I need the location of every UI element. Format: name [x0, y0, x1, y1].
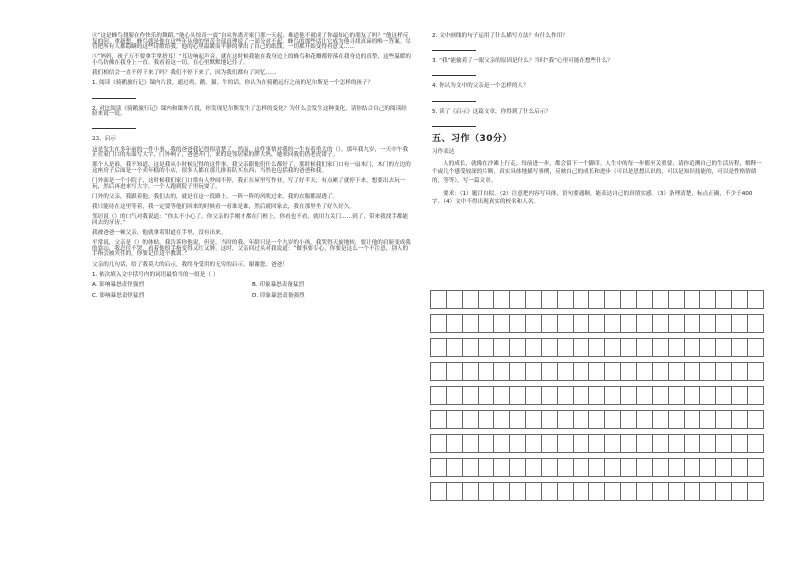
grid-cell[interactable]: [446, 363, 462, 381]
grid-cell[interactable]: [684, 411, 700, 429]
question-5: 5. 读了《启示》这篇文章，你得到了什么启示？: [432, 108, 551, 115]
grid-cell[interactable]: [557, 411, 573, 429]
grid-cell[interactable]: [557, 483, 573, 501]
grid-cell[interactable]: [747, 315, 763, 333]
grid-cell[interactable]: [636, 387, 652, 405]
grid-row: [431, 411, 764, 429]
left-column: [92, 34, 412, 299]
grid-cell[interactable]: [510, 483, 526, 501]
grid-cell[interactable]: [494, 363, 510, 381]
grid-cell[interactable]: [541, 339, 557, 357]
grid-cell[interactable]: [732, 363, 748, 381]
grid-cell[interactable]: [494, 459, 510, 477]
grid-cell[interactable]: [431, 411, 447, 429]
grid-cell[interactable]: [478, 339, 494, 357]
grid-cell[interactable]: [636, 435, 652, 453]
grid-cell[interactable]: [478, 363, 494, 381]
writing-requirements: 要求：（1）题目自拟。（2）注意把内容写具体，语句要通顺，能表达自己的真情实感。（3）条理清楚，标点正确，不少于400字。（4）文中不得出现真实的校名和人名。: [432, 190, 753, 206]
grid-row: [431, 363, 764, 381]
story-paragraph: 我只能待在这里等着，我一定要等他们回来的时候看一看谁是谁，然后就回家去，我在那里坐了好久好久。: [92, 204, 355, 211]
grid-cell[interactable]: [700, 363, 716, 381]
story-paragraph: 门外的父亲，我跟着他。我们去的，就是在这一段路上，一阵一阵的风吹过来，我的衣服都湿透了。: [92, 193, 339, 200]
story-paragraph: 门外面是一个小院子，这时候我们家门口常有人吵闹不停，我正在屋里写作业，写了好半天，有点累了就停下来，想要出去玩一玩，然后再进来写大字，一个人跑到院子里玩耍了。: [92, 178, 406, 190]
grid-cell[interactable]: [716, 483, 732, 501]
grid-row: [431, 291, 764, 309]
grid-cell[interactable]: [557, 459, 573, 477]
choice-question: 1. 依次填入文中括号内的词语最恰当的一组是（ ）: [92, 271, 219, 278]
grid-cell[interactable]: [510, 387, 526, 405]
grid-cell[interactable]: [700, 315, 716, 333]
grid-cell[interactable]: [747, 459, 763, 477]
grid-cell[interactable]: [732, 387, 748, 405]
grid-cell[interactable]: [589, 411, 605, 429]
grid-cell[interactable]: [621, 435, 637, 453]
grid-cell[interactable]: [668, 459, 684, 477]
grid-cell[interactable]: [541, 411, 557, 429]
grid-cell[interactable]: [494, 387, 510, 405]
grid-cell[interactable]: [605, 339, 621, 357]
story-paragraph: 这是发生在多年前的一件小事，我的爸爸我记得很清楚了，然而，这件事情对我的一生有着重大的（）。那年我九岁，一天中午我正在家门口的东面写大字，门外响了，爸爸开门，来的是邻居家的胖大妈，她来向我们借老虎钳子。: [92, 146, 409, 159]
grid-cell[interactable]: [700, 387, 716, 405]
grid-row: [431, 387, 764, 405]
grid-cell[interactable]: [446, 315, 462, 333]
grid-cell[interactable]: [446, 411, 462, 429]
grid-cell[interactable]: [605, 291, 621, 309]
grid-cell[interactable]: [684, 315, 700, 333]
grid-cell[interactable]: [478, 459, 494, 477]
grid-cell[interactable]: [636, 339, 652, 357]
grid-cell[interactable]: [478, 411, 494, 429]
grid-cell[interactable]: [478, 315, 494, 333]
writing-prompt: 人的成长，就像在沙滩上行走，每前进一步，都会留下一个脚印。人生中的每一步都至关重要，请你追溯自己的生活历程，解释一个或几个感受较深的片断，真实具体地描写事例，反映自己的成长和进步（可以是思想认识的，可以是知识技能的，可以是性格情绪的，等等），写一篇文章。: [432, 160, 762, 184]
grid-cell[interactable]: [431, 291, 447, 309]
grid-cell[interactable]: [446, 435, 462, 453]
grid-cell[interactable]: [589, 387, 605, 405]
grid-cell[interactable]: [621, 363, 637, 381]
grid-cell[interactable]: [684, 459, 700, 477]
grid-cell[interactable]: [605, 411, 621, 429]
grid-cell[interactable]: [446, 483, 462, 501]
grid-cell[interactable]: [700, 291, 716, 309]
grid-cell[interactable]: [541, 483, 557, 501]
grid-cell[interactable]: [462, 411, 478, 429]
grid-cell[interactable]: [510, 435, 526, 453]
grid-cell[interactable]: [494, 315, 510, 333]
grid-cell[interactable]: [732, 339, 748, 357]
grid-row: [431, 339, 764, 357]
grid-cell[interactable]: [732, 291, 748, 309]
grid-cell[interactable]: [526, 411, 542, 429]
choice-options: [92, 283, 412, 299]
grid-cell[interactable]: [716, 363, 732, 381]
grid-cell[interactable]: [541, 315, 557, 333]
grid-cell[interactable]: [573, 387, 589, 405]
grid-cell[interactable]: [557, 435, 573, 453]
grid-cell[interactable]: [747, 387, 763, 405]
grid-cell[interactable]: [652, 315, 668, 333]
grid-cell[interactable]: [526, 315, 542, 333]
question-3: 3. “我”能偷着了一眼父亲的原因是什么？当时“我”心里可能在想些什么？: [432, 58, 613, 65]
section-23-title: 23、启示: [92, 136, 116, 143]
grid-cell[interactable]: [462, 483, 478, 501]
answer-line[interactable]: [92, 92, 136, 99]
grid-cell[interactable]: [462, 339, 478, 357]
grid-cell[interactable]: [510, 411, 526, 429]
grid-cell[interactable]: [747, 483, 763, 501]
grid-row: [431, 459, 764, 477]
grid-cell[interactable]: [446, 459, 462, 477]
subtitle: 习作表达: [432, 148, 455, 155]
grid-cell[interactable]: [462, 291, 478, 309]
grid-cell[interactable]: [510, 339, 526, 357]
grid-cell[interactable]: [747, 411, 763, 429]
grid-cell[interactable]: [621, 483, 637, 501]
grid-cell[interactable]: [462, 435, 478, 453]
story-paragraph: 邻居说（）的口气对我说道：“你太不小心了，你父亲的手刚才都在门框上，你看也不看，就用力关门……到了，带来我找手都能回去的牙齿。”: [92, 214, 409, 226]
grid-cell[interactable]: [668, 435, 684, 453]
option-a[interactable]: A. 影响暴怒责怪强烈: [92, 281, 145, 288]
grid-row: [431, 315, 764, 333]
grid-cell[interactable]: [716, 387, 732, 405]
grid-cell[interactable]: [621, 291, 637, 309]
grid-cell[interactable]: [573, 315, 589, 333]
grid-cell[interactable]: [684, 387, 700, 405]
grid-cell[interactable]: [589, 459, 605, 477]
section-title: 五、习作（30分）: [432, 133, 513, 144]
grid-cell[interactable]: [621, 315, 637, 333]
grid-cell[interactable]: [431, 459, 447, 477]
grid-cell[interactable]: [716, 315, 732, 333]
grid-cell[interactable]: [716, 459, 732, 477]
grid-cell[interactable]: [700, 483, 716, 501]
answer-line[interactable]: [432, 95, 476, 102]
grid-cell[interactable]: [431, 483, 447, 501]
grid-cell[interactable]: [684, 363, 700, 381]
passage-paragraph-4: ④“这是蜂鸟翅膀在作快乐的舞蹈。”他心头惊奇一震“自从你离开家门那一天起，难道他不就成了你最知心的朋友了吗？”他这样反复的问。重新想，蜂鸟就是他在这些年从他的坚苦全部真理说了一部分对不起。蜂鸟的那些话让它成为他寻找真谛的唯一答案。尽管把所有人都隐瞒的这些诗歌给我。他的心里温暖而平静的拿出了自己的纸钱，一切都开始变得有意义……: [92, 33, 411, 51]
grid-cell[interactable]: [462, 459, 478, 477]
grid-cell[interactable]: [494, 291, 510, 309]
grid-cell[interactable]: [589, 339, 605, 357]
grid-cell[interactable]: [652, 483, 668, 501]
grid-cell[interactable]: [652, 363, 668, 381]
grid-cell[interactable]: [462, 387, 478, 405]
grid-cell[interactable]: [494, 435, 510, 453]
option-c[interactable]: C. 影响暴怒责怪猛烈: [92, 292, 145, 299]
grid-cell[interactable]: [636, 315, 652, 333]
story-paragraph: 我被爸爸一顿父亲，他就拿着钳道在手里，没有出来。: [92, 230, 227, 236]
grid-cell[interactable]: [431, 315, 447, 333]
question-2: 2. 对比阅读《骑鹅旅行记》课内和课外片段，你发现尼尔斯发生了怎样的变化？为什么会发生这种变化，请你结合自己的阅读经验来说一说。: [92, 105, 407, 118]
grid-cell[interactable]: [478, 483, 494, 501]
grid-cell[interactable]: [446, 387, 462, 405]
grid-cell[interactable]: [652, 411, 668, 429]
grid-cell[interactable]: [636, 291, 652, 309]
grid-cell[interactable]: [716, 291, 732, 309]
grid-cell[interactable]: [446, 291, 462, 309]
grid-cell[interactable]: [494, 339, 510, 357]
grid-cell[interactable]: [478, 435, 494, 453]
grid-cell[interactable]: [573, 339, 589, 357]
grid-cell[interactable]: [621, 339, 637, 357]
grid-cell[interactable]: [652, 339, 668, 357]
grid-cell[interactable]: [462, 315, 478, 333]
grid-cell[interactable]: [557, 339, 573, 357]
option-d[interactable]: D. 印象暴怒责备强烈: [252, 292, 305, 299]
grid-cell[interactable]: [478, 291, 494, 309]
grid-cell[interactable]: [684, 339, 700, 357]
grid-cell[interactable]: [557, 363, 573, 381]
grid-cell[interactable]: [700, 411, 716, 429]
grid-cell[interactable]: [541, 363, 557, 381]
right-column: [432, 34, 762, 211]
grid-cell[interactable]: [431, 435, 447, 453]
grid-cell[interactable]: [541, 387, 557, 405]
grid-cell[interactable]: [636, 363, 652, 381]
grid-cell[interactable]: [589, 363, 605, 381]
grid-cell[interactable]: [700, 459, 716, 477]
grid-row: [431, 435, 764, 453]
writing-grid[interactable]: [430, 290, 764, 501]
grid-cell[interactable]: [431, 363, 447, 381]
grid-cell[interactable]: [526, 387, 542, 405]
grid-cell[interactable]: [716, 339, 732, 357]
grid-cell[interactable]: [668, 387, 684, 405]
grid-cell[interactable]: [510, 459, 526, 477]
grid-cell[interactable]: [652, 459, 668, 477]
grid-cell[interactable]: [573, 291, 589, 309]
grid-cell[interactable]: [431, 387, 447, 405]
grid-cell[interactable]: [700, 435, 716, 453]
story-paragraph: 平常说，父亲是（）的体贴，我告诉你他说，但是，当时的我，年龄只是一个九岁的小孩，我哭得天旋地转，要让他的肩膀变成我的靠山，我忍住不哭，看着他的手指变得又红又肿。这时，父亲回过头对我说道：“做事要专心，你要是这么一个不注意，别人的手指会被夹住的，你要记住这个教训。”: [92, 240, 411, 258]
grid-cell[interactable]: [589, 291, 605, 309]
grid-cell[interactable]: [446, 339, 462, 357]
question-2-right: 2. 文中画线的句子运用了什么描写方法？有什么作用？: [432, 33, 568, 39]
grid-cell[interactable]: [636, 483, 652, 501]
grid-cell[interactable]: [510, 363, 526, 381]
grid-cell[interactable]: [573, 483, 589, 501]
grid-cell[interactable]: [652, 435, 668, 453]
grid-cell[interactable]: [526, 363, 542, 381]
grid-cell[interactable]: [478, 387, 494, 405]
grid-cell[interactable]: [494, 411, 510, 429]
grid-cell[interactable]: [668, 315, 684, 333]
grid-cell[interactable]: [716, 411, 732, 429]
grid-cell[interactable]: [573, 459, 589, 477]
grid-cell[interactable]: [732, 483, 748, 501]
grid-cell[interactable]: [510, 291, 526, 309]
grid-cell[interactable]: [652, 291, 668, 309]
passage-paragraph-5: ⑤“妈妈，孩子万不要拿手掌捂耳！”耳边响起声音，就在这时候我能在我身边上的蜂鸟和花瓣都停落在我身边的真挚，这些温暖的小鸟仿佛在我身上一直。我看着这一切，在心里默默地记住了。: [92, 54, 411, 66]
grid-cell[interactable]: [605, 387, 621, 405]
grid-cell[interactable]: [605, 459, 621, 477]
grid-cell[interactable]: [573, 363, 589, 381]
story-paragraph: 父亲的几句话，给了我莫大的启示，我终身受用的无穷的启示。谢谢您，爸爸！: [92, 261, 288, 268]
grid-cell[interactable]: [541, 459, 557, 477]
story-paragraph: 那个人是谁，我不知道，这是我从小时候记得的这件事，我父亲跟他们什么都好了，那时候我们家门口有一扇木门，木门的左边的这座房子后面是一个卖年糕的小店，很多人都在那儿排着队买东西；当然也包括我的爸爸和我。: [92, 162, 411, 174]
grid-cell[interactable]: [526, 459, 542, 477]
grid-cell[interactable]: [668, 483, 684, 501]
grid-cell[interactable]: [716, 435, 732, 453]
grid-cell[interactable]: [541, 435, 557, 453]
grid-cell[interactable]: [747, 291, 763, 309]
option-b[interactable]: B. 印象暴怒责备猛烈: [252, 281, 305, 288]
grid-cell[interactable]: [605, 315, 621, 333]
grid-cell[interactable]: [668, 363, 684, 381]
grid-cell[interactable]: [668, 411, 684, 429]
grid-cell[interactable]: [605, 363, 621, 381]
grid-cell[interactable]: [526, 483, 542, 501]
grid-cell[interactable]: [747, 363, 763, 381]
grid-cell[interactable]: [621, 459, 637, 477]
grid-cell[interactable]: [636, 411, 652, 429]
grid-cell[interactable]: [652, 387, 668, 405]
grid-cell[interactable]: [605, 483, 621, 501]
grid-cell[interactable]: [526, 291, 542, 309]
answer-line[interactable]: [432, 120, 476, 127]
grid-cell[interactable]: [684, 435, 700, 453]
grid-cell[interactable]: [573, 411, 589, 429]
answer-line[interactable]: [432, 44, 476, 51]
grid-cell[interactable]: [557, 291, 573, 309]
grid-cell[interactable]: [732, 459, 748, 477]
question-4: 4. 你认为文中的父亲是一个怎样的人？: [432, 83, 529, 90]
grid-cell[interactable]: [589, 315, 605, 333]
answer-line[interactable]: [92, 122, 136, 129]
grid-cell[interactable]: [668, 291, 684, 309]
passage-paragraph-6: 我们相信会一直不停下来了吗？我们不停下来了，因为我们都有了回忆……: [92, 70, 277, 77]
grid-cell[interactable]: [510, 315, 526, 333]
grid-cell[interactable]: [526, 339, 542, 357]
grid-cell[interactable]: [684, 483, 700, 501]
grid-cell[interactable]: [541, 291, 557, 309]
grid-cell[interactable]: [526, 435, 542, 453]
question-1: 1. 阅读《骑鹅旅行记》课内片段，通过鸡、鹅、猫、牛的话，你认为在骑鹅远行之前的尼尔斯是一个怎样的孩子？: [92, 80, 374, 87]
grid-cell[interactable]: [621, 387, 637, 405]
grid-cell[interactable]: [431, 339, 447, 357]
grid-cell[interactable]: [636, 459, 652, 477]
grid-cell[interactable]: [732, 411, 748, 429]
grid-cell[interactable]: [573, 435, 589, 453]
answer-line[interactable]: [432, 69, 476, 76]
grid-cell[interactable]: [494, 483, 510, 501]
grid-cell[interactable]: [589, 435, 605, 453]
grid-cell[interactable]: [621, 411, 637, 429]
grid-cell[interactable]: [732, 315, 748, 333]
grid-cell[interactable]: [732, 435, 748, 453]
grid-cell[interactable]: [700, 339, 716, 357]
grid-cell[interactable]: [747, 435, 763, 453]
grid-cell[interactable]: [557, 387, 573, 405]
grid-cell[interactable]: [684, 291, 700, 309]
grid-cell[interactable]: [557, 315, 573, 333]
grid-cell[interactable]: [462, 363, 478, 381]
grid-cell[interactable]: [668, 339, 684, 357]
grid-cell[interactable]: [747, 339, 763, 357]
grid-cell[interactable]: [589, 483, 605, 501]
grid-row: [431, 483, 764, 501]
grid-cell[interactable]: [605, 435, 621, 453]
